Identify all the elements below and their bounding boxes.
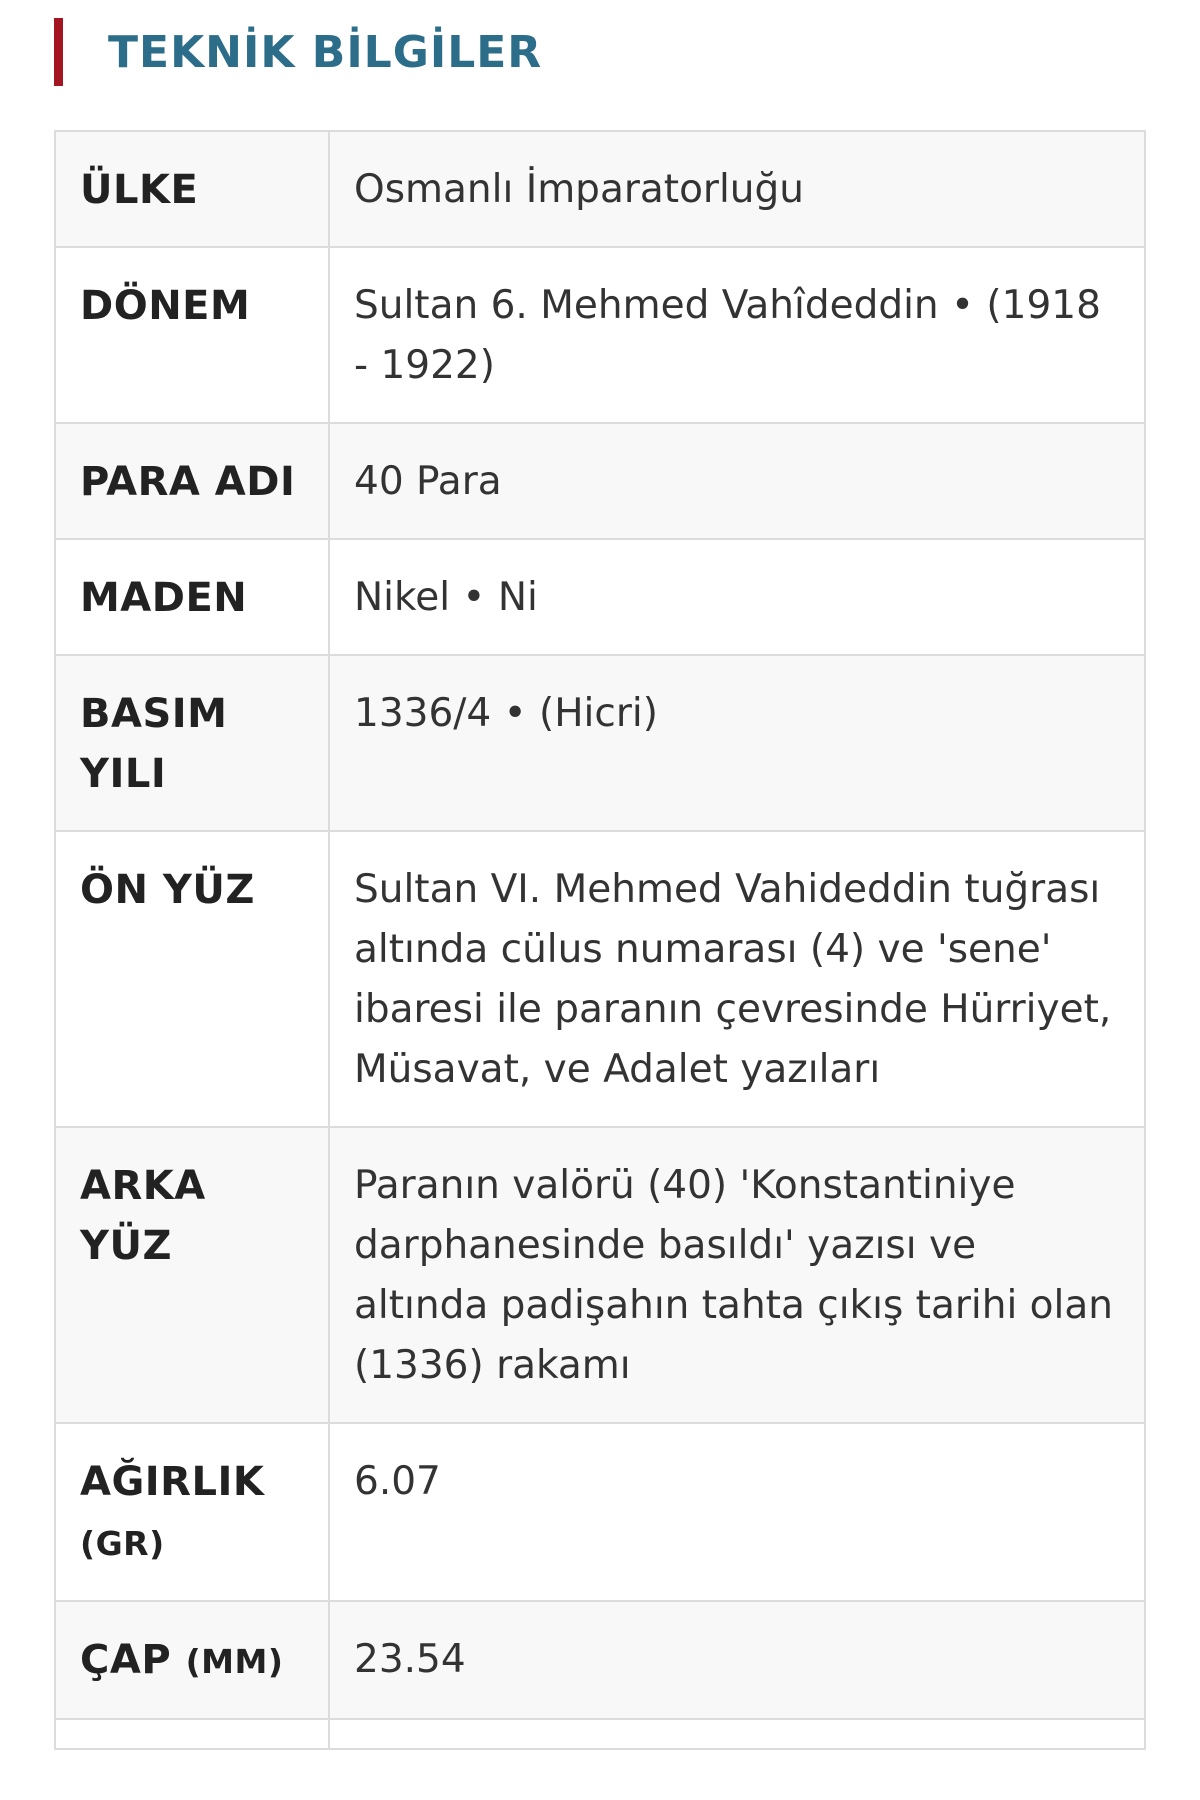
spec-row-period: [55, 247, 1145, 423]
spec-key: MADEN: [55, 539, 329, 655]
spec-key: ÜLKE: [55, 131, 329, 247]
spec-row-obverse: [55, 831, 1145, 1127]
spec-value: Paranın valörü (40) 'Konstantiniye darphanesinde basıldı' yazısı ve altında padişahın tahta çıkış tarihi olan (1336) rakamı: [329, 1127, 1145, 1423]
spec-row-partial: [55, 1719, 1145, 1749]
spec-key: ÖN YÜZ: [55, 831, 329, 1127]
spec-value: Sultan 6. Mehmed Vahîdeddin • (1918 - 1922): [329, 247, 1145, 423]
spec-key-label: ÇAP: [80, 1637, 172, 1683]
spec-key: PARA ADI: [55, 423, 329, 539]
spec-row-mint-year: [55, 655, 1145, 831]
spec-row-diameter: [55, 1601, 1145, 1719]
spec-value: Sultan VI. Mehmed Vahideddin tuğrası altında cülus numarası (4) ve 'sene' ibaresi ile paranın çevresinde Hürriyet, Müsavat, ve Adalet yazıları: [329, 831, 1145, 1127]
spec-key-empty: [55, 1719, 329, 1749]
spec-row-denomination: [55, 423, 1145, 539]
spec-table: [54, 130, 1146, 1750]
spec-value: Osmanlı İmparatorluğu: [329, 131, 1145, 247]
spec-key-unit: (GR): [80, 1524, 165, 1563]
section-title: TEKNİK BİLGİLER: [108, 26, 543, 78]
spec-row-country: [55, 131, 1145, 247]
spec-key-unit: (MM): [185, 1642, 284, 1681]
spec-key: BASIM YILI: [55, 655, 329, 831]
section-accent-bar: [54, 18, 63, 86]
spec-row-reverse: [55, 1127, 1145, 1423]
spec-key-label: AĞIRLIK: [80, 1459, 265, 1505]
spec-key: [55, 1423, 329, 1601]
spec-value-empty: [329, 1719, 1145, 1749]
spec-value: 40 Para: [329, 423, 1145, 539]
spec-row-weight: [55, 1423, 1145, 1601]
section-header: [54, 18, 542, 86]
spec-value: Nikel • Ni: [329, 539, 1145, 655]
spec-key: DÖNEM: [55, 247, 329, 423]
spec-row-metal: [55, 539, 1145, 655]
spec-key: [55, 1601, 329, 1719]
spec-value: 23.54: [329, 1601, 1145, 1719]
spec-value: 1336/4 • (Hicri): [329, 655, 1145, 831]
spec-key: ARKA YÜZ: [55, 1127, 329, 1423]
spec-value: 6.07: [329, 1423, 1145, 1601]
